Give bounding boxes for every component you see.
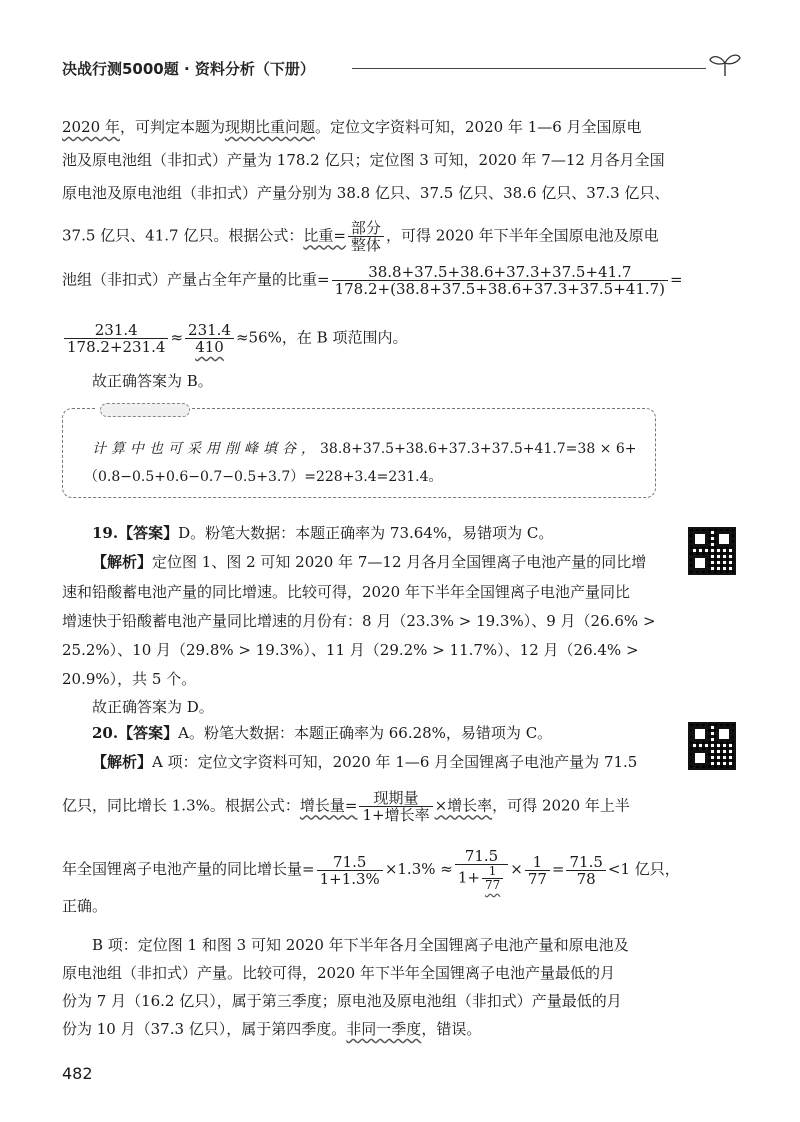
text: × <box>510 860 523 878</box>
q20-line-1 <box>92 752 637 772</box>
p1-line-4 <box>62 220 659 253</box>
text: 份为 10 月（37.3 亿只），属于第四季度。 <box>62 1020 347 1038</box>
denominator: 77 <box>484 878 501 892</box>
text: 19. <box>92 524 119 542</box>
denominator: 77 <box>527 869 547 888</box>
q20-b-line-4 <box>62 1019 481 1039</box>
p1-line-3: 原电池及原电池组（非扣式）产量分别为 38.8 亿只、37.5 亿只、38.6 亿只、37.3 亿只、 <box>62 184 670 202</box>
tip-line-1 <box>92 438 637 458</box>
text: ≈56%，在 B 项范围内。 <box>235 328 408 347</box>
text: 【解析】 <box>92 553 153 571</box>
numerator: 1 <box>482 865 503 879</box>
text: ×1.3% ≈ <box>384 860 453 878</box>
qr-code-q20[interactable] <box>688 722 736 770</box>
book-title: 决战行测5000题 · 资料分析（下册） <box>62 60 315 78</box>
text: = <box>670 270 683 289</box>
fraction-share <box>332 264 668 297</box>
fraction-growth <box>359 790 432 823</box>
q20-line-4: 正确。 <box>62 897 108 915</box>
text: 。定位文字资料可知，2020 年 1—6 月全国原电 <box>314 118 642 136</box>
text: 38.8+37.5+38.6+37.3+37.5+41.7=38 × 6+ <box>320 441 637 457</box>
text: 亿只，同比增长 1.3%。根据公式： <box>62 796 300 815</box>
q19-line-3: 增速快于铅酸蓄电池产量同比增速的月份有：8 月（23.3% > 19.3%）、9 月（26.6% > <box>62 612 656 630</box>
denominator: 78 <box>576 869 596 888</box>
fraction-f4 <box>566 854 605 887</box>
numerator: 38.8+37.5+38.6+37.3+37.5+41.7 <box>332 264 668 281</box>
q19-line-1 <box>92 552 646 572</box>
text: = <box>551 860 565 878</box>
running-header <box>62 56 742 80</box>
q19-line-4: 25.2%）、10 月（29.8% > 19.3%）、11 月（29.2% > 11.7%）、12 月（26.4% > <box>62 641 639 659</box>
text: ，可得 2020 年下半年全国原电池及原电 <box>385 226 659 245</box>
denominator: 整体 <box>350 236 381 254</box>
q19-line-2: 速和铅酸蓄电池产量的同比增速。比较可得，2020 年下半年全国锂离子电池产量同比 <box>62 583 630 601</box>
numerator: 71.5 <box>566 854 605 871</box>
qr-finder <box>692 726 708 742</box>
text: ，可判定本题为 <box>119 118 225 136</box>
text: 计算中也可采用削峰填谷， <box>92 441 320 457</box>
p1-line-5 <box>62 264 683 297</box>
p1-line-1 <box>62 117 642 137</box>
fraction-231 <box>64 322 168 355</box>
q20-line-3 <box>62 848 680 892</box>
q20-header <box>92 723 552 743</box>
denominator <box>455 865 508 892</box>
year-emphasis: 2020 年 <box>62 118 120 136</box>
header-rule <box>352 68 706 69</box>
tip-line-2: （0.8−0.5+0.6−0.7−0.5+3.7）=228+3.4=231.4。 <box>84 469 443 485</box>
denominator: 1+增长率 <box>362 806 430 824</box>
tip-tag <box>96 401 192 417</box>
q19-line-5: 20.9%），共 5 个。 <box>62 670 197 688</box>
numerator: 1 <box>525 854 550 871</box>
text: 年全国锂离子电池产量的同比增长量= <box>62 860 315 878</box>
formula-label: 比重= <box>303 226 346 245</box>
text: A。粉笔大数据：本题正确率为 66.28%，易错项为 C。 <box>178 724 553 742</box>
q20-b-line-3: 份为 7 月（16.2 亿只），属于第三季度；原电池及原电池组（非扣式）产量最低的月 <box>62 992 622 1010</box>
numerator: 部分 <box>348 220 384 237</box>
conclusion-emphasis: 非同一季度 <box>346 1020 422 1038</box>
tip-label <box>100 403 190 417</box>
text: A 项：定位文字资料可知，2020 年 1—6 月全国锂离子电池产量为 71.5 <box>152 753 638 771</box>
numerator: 231.4 <box>64 322 168 339</box>
denominator: 178.2+231.4 <box>67 338 166 356</box>
numerator: 71.5 <box>317 854 383 871</box>
text: 【答案】 <box>118 524 179 542</box>
qr-finder <box>716 726 732 742</box>
qr-finder <box>692 750 708 766</box>
text: 定位图 1、图 2 可知 2020 年 7—12 月各月全国锂离子电池产量的同比增 <box>152 553 647 571</box>
text: 20. <box>92 724 119 742</box>
denominator: 178.2+(38.8+37.5+38.6+37.3+37.5+41.7) <box>334 280 666 298</box>
qr-finder <box>716 531 732 547</box>
numerator: 231.4 <box>185 322 234 339</box>
text: ，可得 2020 年上半 <box>492 796 630 815</box>
fraction-410 <box>185 322 234 355</box>
page-number: 482 <box>62 1064 93 1083</box>
formula-label: 增长量= <box>299 796 358 815</box>
denominator: 410 <box>195 338 224 356</box>
text: ≈ <box>170 328 184 347</box>
qr-finder <box>692 531 708 547</box>
q19-header <box>92 523 553 543</box>
text: 【答案】 <box>118 724 179 742</box>
denominator: 1+1.3% <box>319 869 380 888</box>
problem-type-emphasis: 现期比重问题 <box>224 118 315 136</box>
fraction-f3 <box>525 854 550 887</box>
q19-answer: 故正确答案为 D。 <box>92 698 214 716</box>
sprout-icon <box>708 50 742 78</box>
q20-b-line-2: 原电池组（非扣式）产量。比较可得，2020 年下半年全国锂离子电池产量最低的月 <box>62 964 615 982</box>
text: D。粉笔大数据：本题正确率为 73.64%，易错项为 C。 <box>178 524 554 542</box>
text: ，错误。 <box>421 1020 482 1038</box>
qr-code-q19[interactable] <box>688 527 736 575</box>
qr-finder <box>692 555 708 571</box>
text: 37.5 亿只、41.7 亿只。根据公式： <box>62 226 304 245</box>
text: 池组（非扣式）产量占全年产量的比重= <box>62 270 330 289</box>
p1-line-6 <box>62 322 407 355</box>
fraction-part-whole <box>348 220 384 253</box>
fraction-f2 <box>455 848 508 892</box>
text: 1+ <box>457 868 480 887</box>
q20-b-line-1: B 项：定位图 1 和图 3 可知 2020 年下半年各月全国锂离子电池产量和原电池及 <box>92 936 629 954</box>
p1-answer: 故正确答案为 B。 <box>92 372 213 390</box>
p1-line-2: 池及原电池组（非扣式）产量为 178.2 亿只；定位图 3 可知，2020 年 7—12 月各月全国 <box>62 151 665 169</box>
fraction-f1 <box>317 854 383 887</box>
formula-label: ×增长率 <box>434 796 493 815</box>
q20-line-2 <box>62 790 630 823</box>
fraction-nested <box>482 865 503 892</box>
numerator: 71.5 <box>455 848 508 865</box>
text: <1 亿只， <box>607 860 680 878</box>
numerator: 现期量 <box>359 790 432 807</box>
text: 【解析】 <box>92 753 153 771</box>
